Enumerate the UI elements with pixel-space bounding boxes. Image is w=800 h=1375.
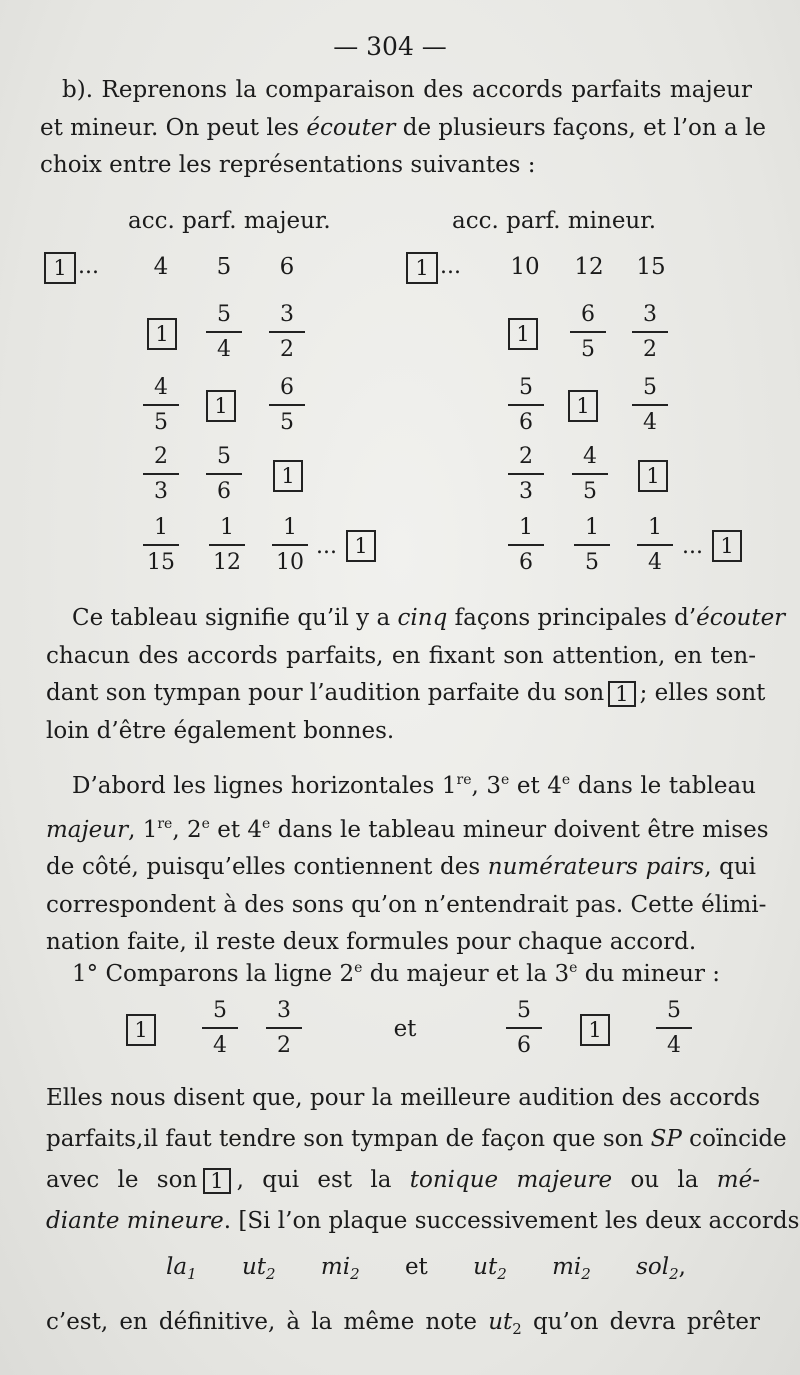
denominator: 4 [213,1033,227,1058]
text: façons principales d’ [447,605,697,631]
major-r4-c2-fraction [204,444,244,504]
numerator: 4 [154,375,168,400]
text-line [46,1201,800,1242]
intro-emphasis: écouter [306,114,396,141]
numerator: 6 [280,375,294,400]
text-line [46,849,756,887]
numerator: 1 [648,515,662,540]
denominator: 4 [667,1033,681,1058]
major-r5-c1-fraction [141,515,181,575]
major-r1-c1: 4 [153,254,169,280]
tonic-box: 1 [147,318,177,350]
text: dans le tableau mineur doivent être mises [270,816,769,843]
tonic-box: 1 [712,530,742,562]
text-line: chacun des accords parfaits, en fixant son attention, en ten- [46,642,756,669]
text: , 2 [172,816,202,843]
text-line [46,675,766,713]
text: et 4 [209,816,262,843]
numerator: 5 [667,998,681,1023]
numerator: 3 [643,302,657,327]
denominator: 6 [217,479,231,504]
minor-r4-c2-fraction [570,444,610,504]
denominator: 5 [154,410,168,435]
denominator: 6 [519,550,533,575]
intro-line-3: choix entre les représentations suivantes : [40,152,536,178]
text-line [46,762,756,806]
tonic-box: 1 [406,252,438,284]
denominator: 2 [643,337,657,362]
numerator: 5 [517,998,531,1023]
minor-r3-c1-fraction [506,375,546,435]
denominator: 15 [147,550,175,575]
tonic-box: 1 [608,681,635,707]
tonic-box: 1 [44,252,76,284]
note-la: $la_1$ [166,1254,197,1283]
tonic-box: 1 [126,1014,156,1046]
text: et 4 [509,773,562,799]
denominator: 12 [213,550,241,575]
denominator: 3 [154,479,168,504]
numerator: 1 [154,515,168,540]
minor-r2-c2-fraction [568,302,608,362]
ellipsis: ... [78,254,99,279]
text: coïncide [681,1126,787,1152]
text-line: Elles nous disent que, pour la meilleure audition des accords [46,1085,760,1111]
superscript: e [569,960,578,976]
text-line: correspondent à des sons qu’on n’entendrait pas. Cette élimi- [46,891,767,918]
text: , 1 [128,816,158,843]
formula-fraction [504,998,544,1058]
emphasis: numérateurs pairs [487,854,705,880]
tonic-box: 1 [580,1014,610,1046]
superscript: e [354,960,363,976]
numerator: 1 [585,515,599,540]
note-ut: $ut_2$ [473,1254,507,1283]
text: , qui est la [236,1167,410,1193]
text-line [72,950,752,994]
text: du mineur : [577,961,721,987]
superscript: e [561,772,571,788]
denominator: 4 [648,550,662,575]
denominator: 4 [217,337,231,362]
minor-r1-c3: 15 [636,254,666,280]
major-r2-c3-fraction [267,302,307,362]
numerator: 5 [217,302,231,327]
denominator: 5 [585,550,599,575]
numerator: 1 [220,515,234,540]
denominator: 2 [280,337,294,362]
emphasis: SP [650,1126,682,1152]
text: , qui [704,854,757,880]
denominator: 4 [643,410,657,435]
superscript: re [456,772,472,788]
major-header: acc. parf. majeur. [128,208,331,234]
conclusion-paragraph [46,1078,800,1242]
text: du majeur et la 3 [362,961,570,987]
note-mi: $mi_2$ [552,1254,591,1283]
text: , 3 [471,773,501,799]
text: qu’on devra prêter [521,1309,760,1335]
tonic-box: 1 [346,530,376,562]
denominator: 5 [583,479,597,504]
tonic-box: 1 [203,1168,230,1194]
tonic-box: 1 [638,460,668,492]
text: D’abord les lignes horizontales 1 [72,773,457,799]
emphasis: tonique majeure [409,1167,613,1193]
page-number: — 304 — [333,32,447,61]
text: avec le son [46,1167,198,1193]
numerator: 3 [277,998,291,1023]
formula-fraction [200,998,240,1058]
tonic-box: 1 [273,460,303,492]
tonic-box: 1 [568,390,598,422]
text: ; elles sont [639,680,766,706]
denominator: 10 [276,550,304,575]
text-line [46,1304,760,1349]
intro-line-2 [40,110,766,148]
denominator: 3 [519,479,533,504]
major-r4-c1-fraction [141,444,181,504]
text: 1° Comparons la ligne 2 [72,961,355,987]
numerator: 5 [519,375,533,400]
text-line: nation faite, il reste deux formules pour chaque accord. [46,929,697,955]
elimination-paragraph [46,762,769,962]
final-paragraph [46,1304,760,1349]
major-r2-c2-fraction [204,302,244,362]
text-line [46,806,769,850]
intro-paragraph [40,72,766,185]
emphasis: majeur [46,816,129,843]
text-line [46,1119,787,1160]
major-r1-c2: 5 [216,254,232,280]
subscript: 2 [512,1320,522,1338]
ellipsis: ... [440,254,461,279]
text-line [46,600,786,638]
minor-r2-c3-fraction [630,302,670,362]
note-sol: sol$_2$, [636,1254,686,1283]
intro-line-1: b). Reprenons la comparaison des accords parfaits majeur [62,77,752,103]
denominator: 5 [581,337,595,362]
numerator: 5 [213,998,227,1023]
text: dans le tableau [570,773,756,799]
denominator: 6 [519,410,533,435]
numerator: 2 [519,444,533,469]
major-r1-c3: 6 [279,254,295,280]
superscript: e [201,815,210,832]
note-et: et [404,1254,428,1280]
denominator: 5 [280,410,294,435]
explanation-paragraph [46,600,786,750]
minor-r3-c3-fraction [630,375,670,435]
emphasis: cinq [397,605,448,631]
ellipsis: ... [682,534,703,559]
text: ou la [612,1167,717,1193]
text-line: loin d’être également bonnes. [46,717,395,744]
note-mi: $mi_2$ [320,1254,360,1283]
superscript: e [262,815,271,832]
numerator: 1 [283,515,297,540]
major-r5-c2-fraction [207,515,247,575]
emphasis: ut [488,1309,513,1335]
major-r3-c1-fraction [141,375,181,435]
numerator: 5 [643,375,657,400]
comparison-paragraph [72,950,752,994]
superscript: e [501,772,510,788]
tonic-box: 1 [206,390,236,422]
intro-text: et mineur. On peut les [40,114,307,141]
minor-r5-c3-fraction [635,515,675,575]
emphasis: écouter [696,605,786,631]
ellipsis: ... [316,534,337,559]
numerator: 2 [154,444,168,469]
text: Ce tableau signifie qu’il y a [72,605,398,631]
minor-r4-c1-fraction [506,444,546,504]
minor-r1-c1: 10 [510,254,540,280]
denominator: 2 [277,1033,291,1058]
minor-r5-c2-fraction [572,515,612,575]
text: parfaits,il faut tendre son tympan de façon que son [46,1126,651,1152]
superscript: re [157,815,173,832]
numerator: 1 [519,515,533,540]
emphasis: mé- [716,1167,760,1193]
major-r5-c3-fraction [270,515,310,575]
minor-header: acc. parf. mineur. [452,208,657,234]
major-r3-c3-fraction [267,375,307,435]
intro-text: de plusieurs façons, et l’on a le [395,114,766,141]
minor-r1-c2: 12 [574,254,604,280]
formula-fraction [264,998,304,1058]
numerator: 6 [581,302,595,327]
numerator: 3 [280,302,294,327]
formula-fraction [654,998,694,1058]
notes-line [166,1254,686,1283]
text: c’est, en définitive, à la même note [46,1309,489,1335]
note-ut: $ut_2$ [241,1254,276,1283]
denominator: 6 [517,1033,531,1058]
minor-r5-c1-fraction [506,515,546,575]
tonic-box: 1 [508,318,538,350]
numerator: 4 [583,444,597,469]
emphasis: diante mineure [46,1208,224,1234]
text: dant son tympan pour l’audition parfaite du son [46,680,605,706]
text: . [Si l’on plaque successivement les deux accords [223,1208,800,1234]
formula-et: et [393,1016,417,1042]
text: de côté, puisqu’elles contiennent des [46,854,488,880]
text-line [46,1160,760,1201]
numerator: 5 [217,444,231,469]
